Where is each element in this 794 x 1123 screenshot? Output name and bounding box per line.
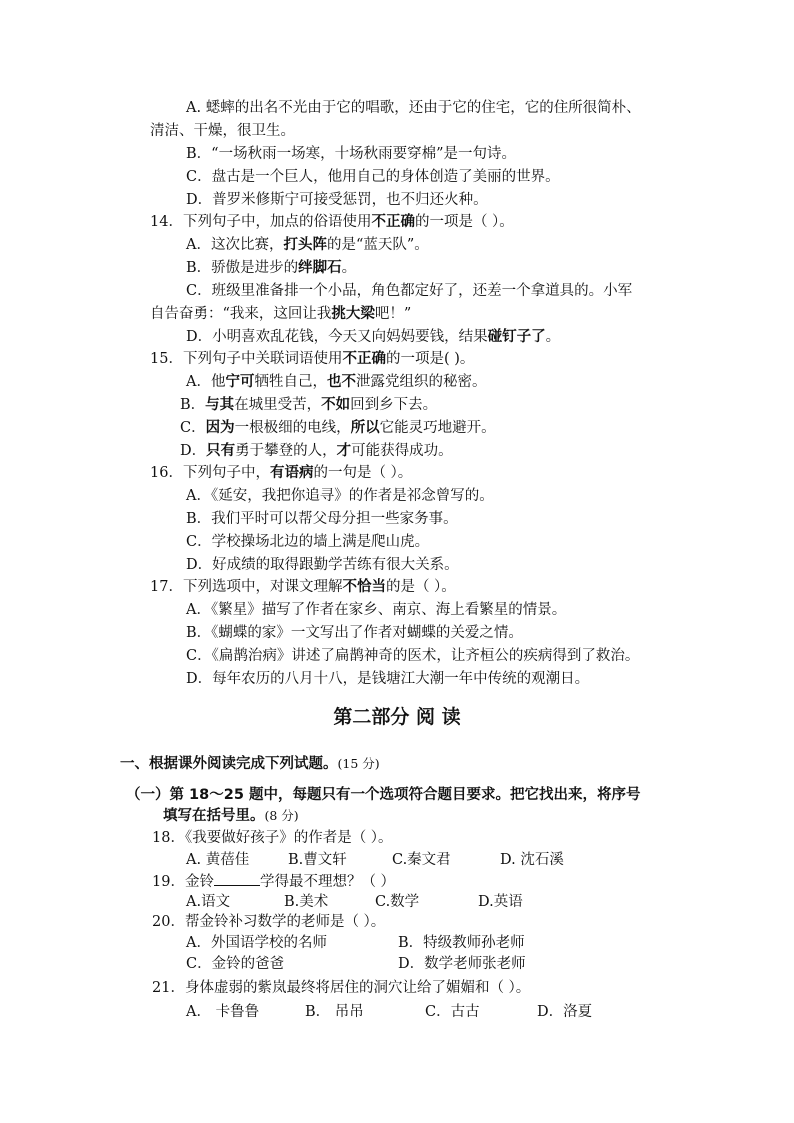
q18-option-b: B.曹文轩 — [288, 852, 347, 868]
q18-option-c: C.秦文君 — [392, 852, 451, 868]
q15-option-d: D．只有勇于攀登的人，才可能获得成功。 — [180, 443, 453, 459]
q21-option-b: B． 吊吊 — [305, 1004, 364, 1020]
q21-stem: 21．身体虚弱的紫岚最终将居住的洞穴让给了媚媚和（ ）。 — [152, 980, 531, 996]
q17-option-d: D．每年农历的八月十八，是钱塘江大潮一年中传统的观潮日。 — [186, 671, 590, 687]
q14-stem: 14．下列句子中，加点的俗语使用不正确的一项是（ ）。 — [150, 214, 514, 230]
q14-option-a: A．这次比赛，打头阵的是“蓝天队”。 — [186, 237, 429, 253]
q15-stem: 15．下列句子中关联词语使用不正确的一项是( )。 — [150, 351, 475, 367]
q21-option-a: A． 卡鲁鲁 — [186, 1004, 260, 1020]
q17-option-c: C．《扁鹊治病》讲述了扁鹊神奇的医术，让齐桓公的疾病得到了救治。 — [186, 648, 640, 664]
q19-option-c: C.数学 — [375, 894, 420, 910]
q14-option-c-line2: 自告奋勇：“我来，这回让我挑大梁吧！” — [150, 306, 412, 322]
q14-option-c-line1: C．班级里准备排一个小品，角色都定好了，还差一个拿道具的。小军 — [186, 283, 633, 299]
q18-option-d: D. 沈石溪 — [500, 852, 564, 868]
part-two-title: 第二部分 阅 读 — [333, 706, 461, 728]
q20-option-c: C．金铃的爸爸 — [186, 956, 285, 972]
q15-option-a: A．他宁可牺牲自己，也不泄露党组织的秘密。 — [186, 374, 487, 390]
section-one-heading: 一、根据课外阅读完成下列试题。(15 分) — [120, 756, 380, 772]
q19-option-b: B.美术 — [284, 894, 329, 910]
q18-stem: 18．《我要做好孩子》的作者是（ ）。 — [152, 830, 393, 846]
q16-stem: 16．下列句子中，有语病的一句是（ ）。 — [150, 465, 413, 481]
q17-option-a: A．《繁星》描写了作者在家乡、南京、海上看繁星的情景。 — [186, 602, 567, 618]
q20-stem: 20．帮金铃补习数学的老师是（ ）。 — [152, 914, 386, 930]
q14-option-d: D．小明喜欢乱花钱，今天又向妈妈要钱，结果碰钉子了。 — [186, 329, 561, 345]
subsection-one-line1: （一）第 18～25 题中，每题只有一个选项符合题目要求。把它找出来，将序号 — [126, 787, 641, 803]
q16-option-d: D．好成绩的取得跟勤学苦练有很大关系。 — [186, 557, 459, 573]
q21-option-d: D．洛夏 — [537, 1004, 593, 1020]
q17-option-b: B．《蝴蝶的家》一文写出了作者对蝴蝶的关爱之情。 — [186, 625, 523, 641]
q15-option-c: C．因为一根极细的电线，所以它能灵巧地避开。 — [180, 420, 496, 436]
q14-option-b: B．骄傲是进步的绊脚石。 — [186, 260, 357, 276]
q19-blank — [214, 871, 260, 886]
q16-option-a: A．《延安，我把你追寻》的作者是祁念曾写的。 — [186, 488, 494, 504]
q16-option-c: C．学校操场北边的墙上满是爬山虎。 — [186, 534, 430, 550]
prev-option-d: D．普罗米修斯宁可接受惩罚，也不归还火种。 — [186, 192, 488, 208]
q19-option-a: A.语文 — [186, 894, 231, 910]
q20-option-b: B．特级教师孙老师 — [398, 935, 525, 951]
q17-stem: 17．下列选项中，对课文理解不恰当的是（ ）。 — [150, 579, 456, 595]
prev-option-b: B．“一场秋雨一场寒，十场秋雨要穿棉”是一句诗。 — [186, 146, 516, 162]
q21-option-c: C．古古 — [425, 1004, 480, 1020]
prev-option-a-line1: A. 蟋蟀的出名不光由于它的唱歌，还由于它的住宅，它的住所很简朴、 — [186, 100, 641, 116]
q20-option-d: D．数学老师张老师 — [398, 956, 526, 972]
prev-option-a-line2: 清洁、干燥，很卫生。 — [150, 123, 295, 139]
q15-option-b: B．与其在城里受苦，不如回到乡下去。 — [180, 397, 438, 413]
q20-option-a: A．外国语学校的名师 — [186, 935, 327, 951]
q18-option-a: A. 黄蓓佳 — [186, 852, 250, 868]
q19-stem: 19．金铃 学得最不理想？（ ） — [152, 871, 395, 892]
q19-option-d: D.英语 — [478, 894, 523, 910]
subsection-one-line2: 填写在括号里。(8 分) — [163, 808, 299, 824]
q16-option-b: B．我们平时可以帮父母分担一些家务事。 — [186, 511, 458, 527]
prev-option-c: C．盘古是一个巨人，他用自己的身体创造了美丽的世界。 — [186, 169, 560, 185]
